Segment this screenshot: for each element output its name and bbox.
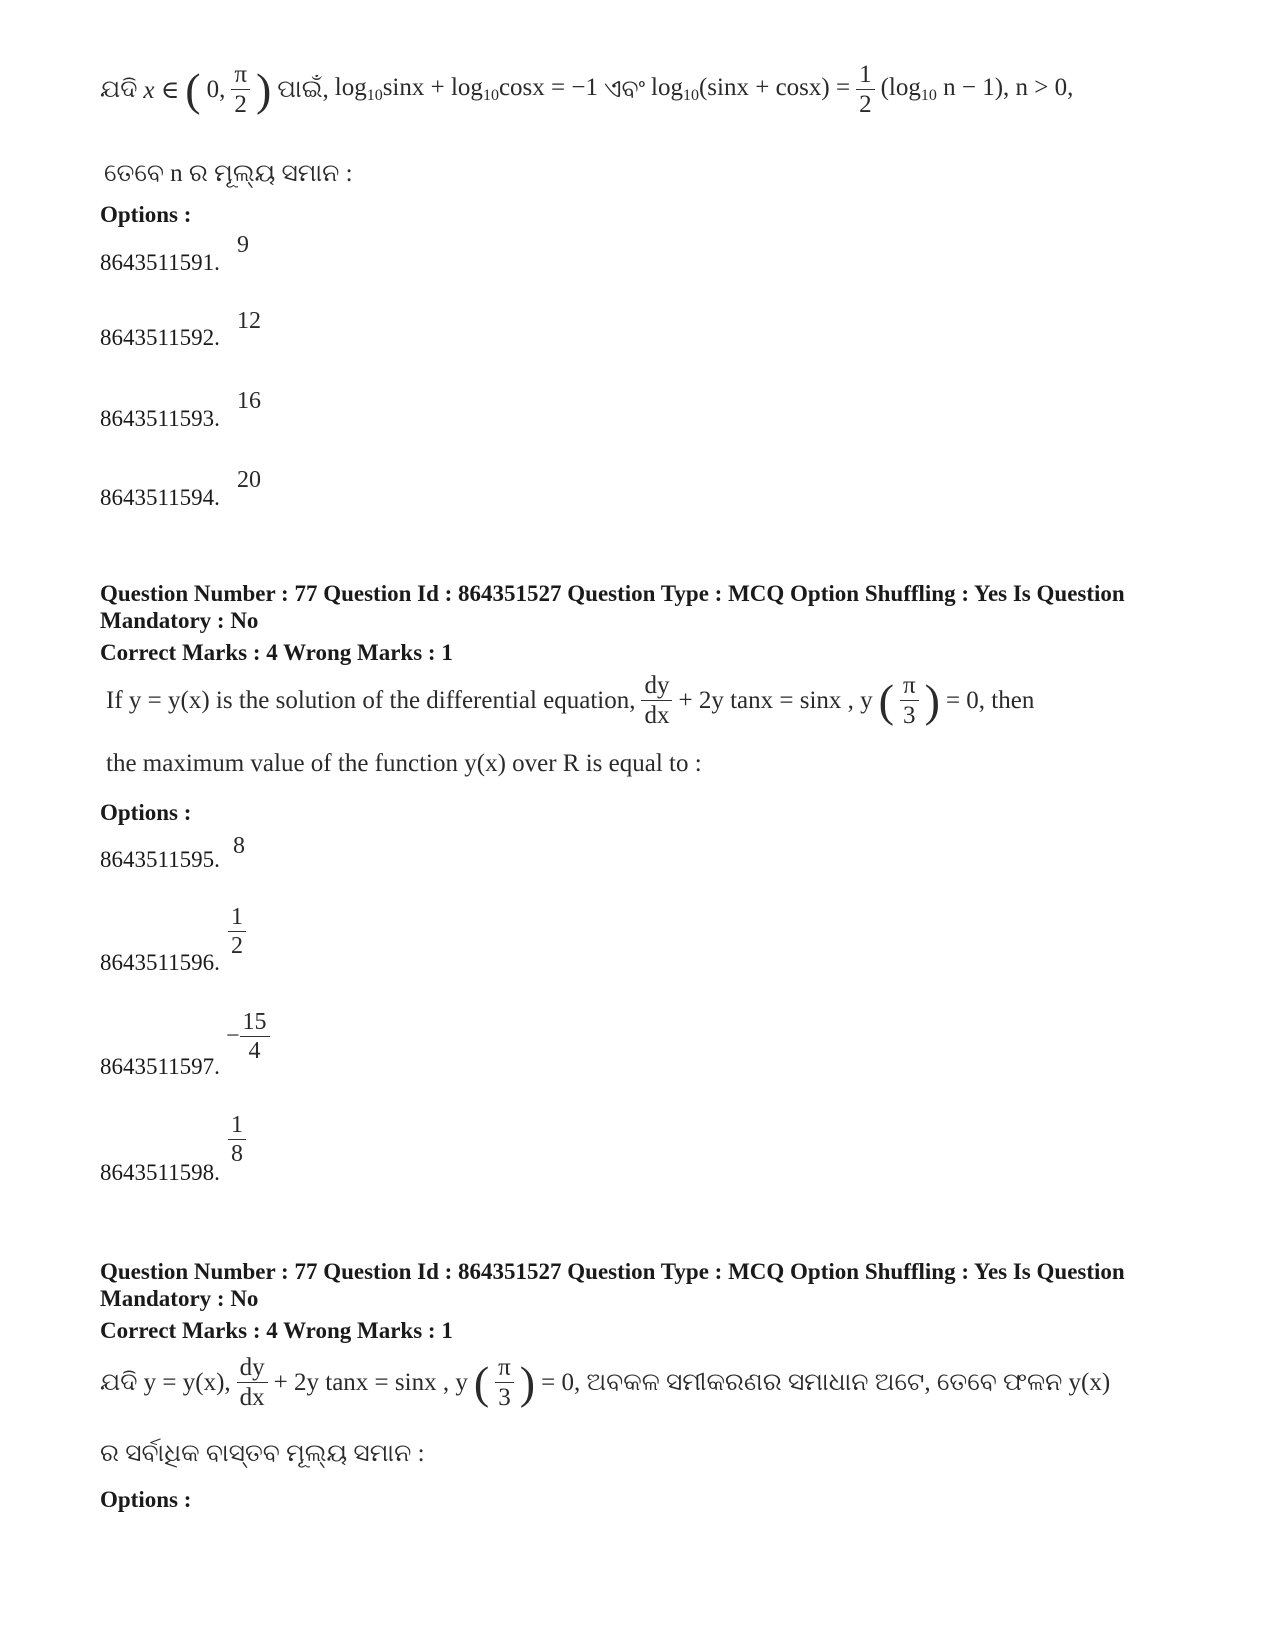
q76-option-1-id: 8643511591. [100,250,220,275]
q76-option-4-value: 20 [237,467,261,493]
q77en-option-4-id: 8643511598. [100,1160,220,1185]
q76-option-2-value: 12 [237,308,261,334]
q77en-meta-line1: Question Number : 77 Question Id : 864351527 Question Type : MCQ Option Shuffling : Yes Is Question [100,581,1125,606]
q77en-option-1-value: 8 [233,833,245,859]
q76-option-3-value: 16 [237,388,261,414]
q77or-meta-line2: Mandatory : No [100,1286,259,1311]
q77en-option-3-id: 8643511597. [100,1054,220,1079]
pi-over-3-fraction: $\frac{\pi}{3}$ [495,1355,514,1410]
q77en-stem-line1: If y = y(x) is the solution of the differential equation, $\frac{dy}{dx}$ + 2y tanx = sinx , y ( $\frac{\pi}{3}$ ) = 0, then [106,672,1035,729]
q77en-marks: Correct Marks : 4 Wrong Marks : 1 [100,640,453,665]
pi-over-3-fraction: $\frac{\pi}{3}$ [900,673,919,728]
q76-option-4-id: 8643511594. [100,485,220,510]
q77en-stem-line2: the maximum value of the function y(x) over R is equal to : [106,750,702,777]
q76-option-1-value: 9 [237,232,249,258]
q76-stem-line1: ଯଦି x ∈ ( 0, $\frac{\pi}{2}$ ) ପାଇଁ, $\log_{10}\sin x + \log_{10}\cos x = -1$ ଏବଂ $\log_{10}(\sin x + \cos x)$ = $\frac{1}{2}$ ($\log_{10}$ n − 1), n > 0, [100,61,1074,118]
q77or-options-label: Options : [100,1487,192,1512]
q77or-marks: Correct Marks : 4 Wrong Marks : 1 [100,1318,453,1343]
q77en-option-1-id: 8643511595. [100,847,220,872]
q77or-stem-line1: ଯଦି y = y(x), $\frac{dy}{dx}$ + 2y tanx = sinx , y ( $\frac{\pi}{3}$ ) = 0, ଅବକଳ ସମୀକରଣର ସମାଧାନ ଅଟେ, ତେବେ ଫଳନ y(x) [100,1354,1111,1411]
q77en-option-2-id: 8643511596. [100,950,220,975]
dy-dx-fraction: $\frac{dy}{dx}$ [237,1355,268,1410]
q77en-meta-line2: Mandatory : No [100,608,259,633]
pi-over-2-fraction: $\frac{\pi}{2}$ [231,62,250,117]
q77en-option-2-value: $\frac{1}{2}$ [228,905,246,958]
one-half-fraction: $\frac{1}{2}$ [856,62,875,117]
q76-option-3-id: 8643511593. [100,406,220,431]
dy-dx-fraction: $\frac{dy}{dx}$ [641,673,672,728]
q77en-options-label: Options : [100,800,192,825]
q77en-option-4-value: $\frac{1}{8}$ [228,1113,246,1166]
q77or-stem-line2: ର ସର୍ବାଧିକ ବାସ୍ତବ ମୂଲ୍ୟ ସମାନ : [100,1440,425,1467]
q76-options-label: Options : [100,202,192,227]
q76-stem-line2: ତେବେ n ର ମୂଲ୍ୟ ସମାନ : [104,160,353,187]
q77or-meta-line1: Question Number : 77 Question Id : 864351527 Question Type : MCQ Option Shuffling : Yes Is Question [100,1259,1125,1284]
q77en-option-3-value: − $\frac{15}{4}$ [226,1010,270,1063]
q76-option-2-id: 8643511592. [100,325,220,350]
